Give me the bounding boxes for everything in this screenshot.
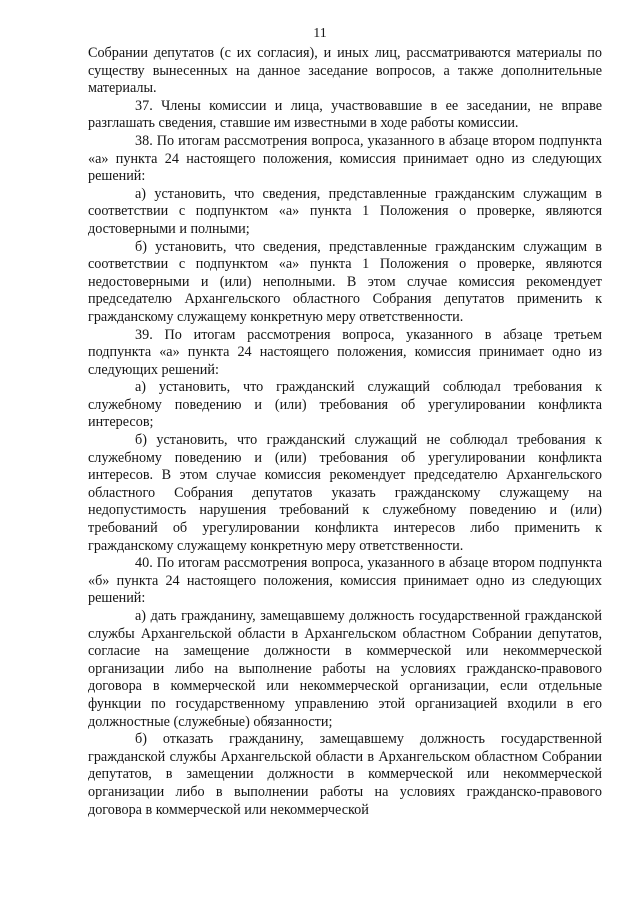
paragraph: а) установить, что сведения, представленные гражданским служащим в соответствии с подпунктом «а» пункта 1 Положения о проверке, являются достоверными и полными; [88, 185, 602, 237]
paragraph: Собрании депутатов (с их согласия), и иных лиц, рассматриваются материалы по существу вынесенных на данное заседание вопросов, а также дополнительные материалы. [88, 45, 602, 97]
page-number: 11 [313, 26, 327, 41]
paragraph: б) отказать гражданину, замещавшему должность государственной гражданской службы Архангельской области в Архангельском областном Собрании депутатов, в замещении должности в коммерческой или некоммерческой организации либо в выполнении работы на условиях гражданско-правового договора в коммерческой или некоммерческой [88, 731, 602, 818]
paragraph: б) установить, что сведения, представленные гражданским служащим в соответствии с подпунктом «а» пункта 1 Положения о проверке, являются недостоверными и (или) неполными. В этом случае комиссия рекомендует председателю Архангельского областного Собрания депутатов применить к гражданскому служащему конкретную меру ответственности. [88, 238, 602, 325]
paragraph: а) дать гражданину, замещавшему должность государственной гражданской службы Архангельской области в Архангельском областном Собрании депутатов, согласие на замещение должности в коммерческой или некоммерческой организации либо на выполнение работы на условиях гражданско-правового договора в коммерческой или некоммерческой организации, если отдельные функции по государственному управлению этой организацией входили в его должностные (служебные) обязанности; [88, 608, 602, 730]
paragraph: б) установить, что гражданский служащий не соблюдал требования к служебному поведению и (или) требования об урегулировании конфликта интересов. В этом случае комиссия рекомендует председателю Архангельского областного Собрания депутатов указать гражданскому служащему на недопустимость нарушения требований к служебному поведению и (или) требований об урегулировании конфликта интересов либо применить к гражданскому служащему конкретную меру ответственности. [88, 432, 602, 554]
paragraph: а) установить, что гражданский служащий соблюдал требования к служебному поведению и (или) требования об урегулировании конфликта интересов; [88, 379, 602, 431]
document-body [88, 45, 602, 819]
paragraph: 40. По итогам рассмотрения вопроса, указанного в абзаце втором подпункта «б» пункта 24 настоящего положения, комиссия принимает одно из следующих решений: [88, 555, 602, 607]
paragraph: 37. Члены комиссии и лица, участвовавшие в ее заседании, не вправе разглашать сведения, ставшие им известными в ходе работы комиссии. [88, 97, 602, 132]
paragraph: 39. По итогам рассмотрения вопроса, указанного в абзаце третьем подпункта «а» пункта 24 настоящего положения, комиссия принимает одно из следующих решений: [88, 326, 602, 378]
paragraph: 38. По итогам рассмотрения вопроса, указанного в абзаце втором подпункта «а» пункта 24 настоящего положения, комиссия принимает одно из следующих решений: [88, 132, 602, 185]
